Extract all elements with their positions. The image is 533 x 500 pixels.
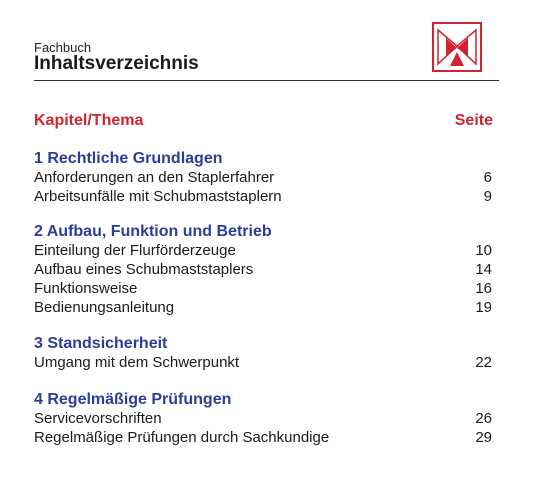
entry-label: Servicevorschriften	[34, 410, 162, 427]
entry-label: Bedienungsanleitung	[34, 299, 175, 316]
entry-page: 19	[475, 299, 492, 316]
chapter-title-4: 4 Regelmäßige Prüfungen	[34, 391, 232, 408]
toc-entry[interactable]	[34, 169, 492, 186]
page-title: Inhaltsverzeichnis	[34, 53, 199, 74]
entry-page: 29	[475, 429, 492, 446]
toc-entry[interactable]	[34, 299, 492, 316]
entry-label: Aufbau eines Schubmaststaplers	[34, 261, 254, 278]
column-header-page: Seite	[454, 112, 493, 129]
entry-page: 26	[475, 410, 492, 427]
entry-label: Umgang mit dem Schwerpunkt	[34, 354, 240, 371]
entry-page: 9	[483, 188, 492, 205]
entry-page: 14	[475, 261, 492, 278]
toc-entry[interactable]	[34, 261, 492, 278]
entry-page: 22	[475, 354, 492, 371]
entry-label: Funktionsweise	[34, 280, 138, 297]
entry-page: 16	[475, 280, 492, 297]
toc-entry[interactable]	[34, 354, 492, 371]
column-header-topic: Kapitel/Thema	[34, 112, 144, 129]
header-divider	[34, 80, 499, 81]
toc-entry[interactable]	[34, 188, 492, 205]
toc-entry[interactable]	[34, 429, 492, 446]
chapter-title-2: 2 Aufbau, Funktion und Betrieb	[34, 223, 272, 240]
entry-page: 6	[483, 169, 492, 186]
entry-label: Einteilung der Flurförderzeuge	[34, 242, 236, 259]
toc-entry[interactable]	[34, 242, 492, 259]
entry-label: Regelmäßige Prüfungen durch Sachkundige	[34, 429, 330, 446]
entry-page: 10	[475, 242, 492, 259]
chapter-title-1: 1 Rechtliche Grundlagen	[34, 150, 223, 167]
publisher-logo	[432, 22, 482, 72]
toc-entry[interactable]	[34, 410, 492, 427]
entry-label: Anforderungen an den Staplerfahrer	[34, 169, 275, 186]
chapter-title-3: 3 Standsicherheit	[34, 335, 168, 352]
toc-entry[interactable]	[34, 280, 492, 297]
entry-label: Arbeitsunfälle mit Schubmaststaplern	[34, 188, 282, 205]
book-kicker: Fachbuch	[34, 40, 92, 55]
